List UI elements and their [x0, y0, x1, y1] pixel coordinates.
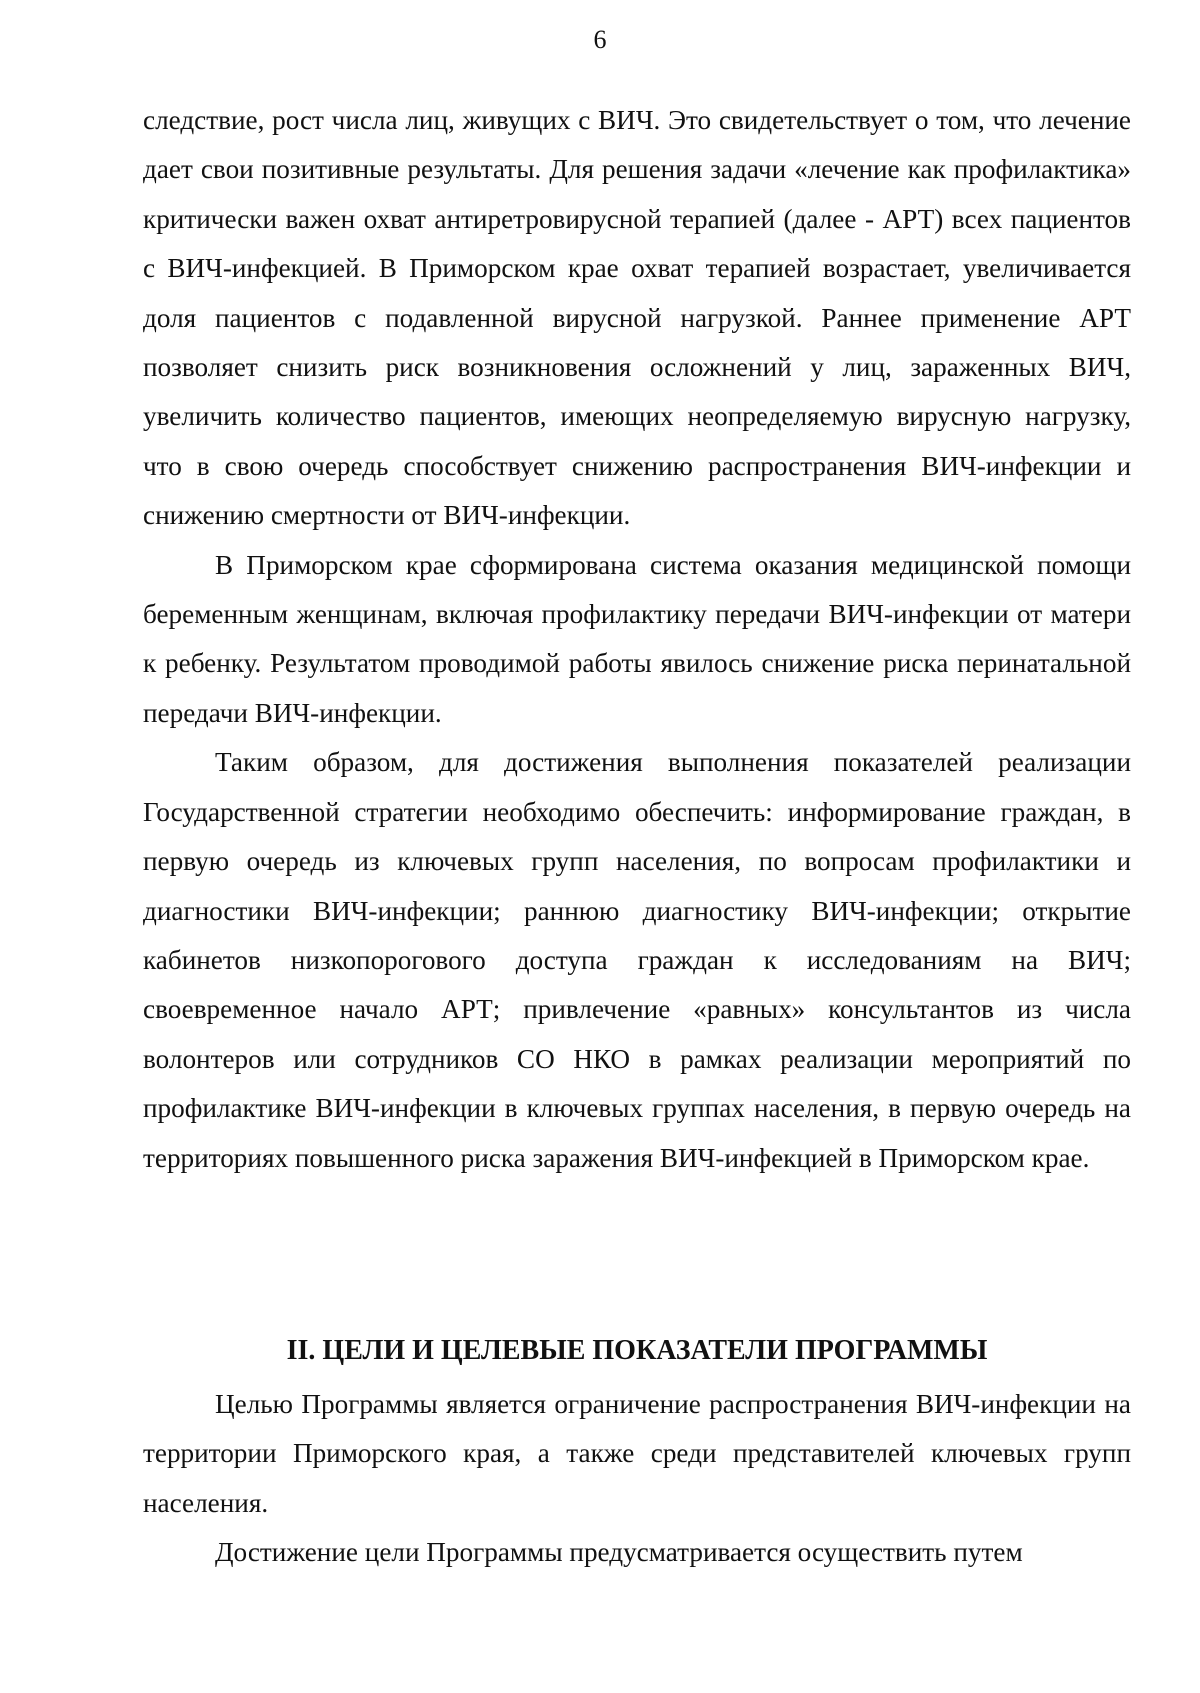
page-number: 6: [593, 25, 607, 54]
paragraph-goal-achievement: Достижение цели Программы предусматривается осуществить путем: [215, 1537, 1023, 1568]
paragraph-continuation: следствие, рост числа лиц, живущих с ВИЧ. Это свидетельствует о том, что лечение дает свои позитивные результаты. Для решения задачи «лечение как профилактика» критически важен охват антиретровирусной терапией (далее - АРТ) всех пациентов с ВИЧ-инфекцией. В Приморском крае охват терапией возрастает, увеличивается доля пациентов с подавленной вирусной нагрузкой. Раннее применение АРТ позволяет снизить риск возникновения осложнений у лиц, зараженных ВИЧ, увеличить количество пациентов, имеющих неопределяемую вирусную нагрузку, что в свою очередь способствует снижению распространения ВИЧ-инфекции и снижению смертности от ВИЧ-инфекции.: [143, 105, 1131, 531]
paragraph-state-strategy: Таким образом, для достижения выполнения показателей реализации Государственной стратегии необходимо обеспечить: информирование граждан, в первую очередь из ключевых групп населения, по вопросам профилактики и диагностики ВИЧ-инфекции; раннюю диагностику ВИЧ-инфекции; открытие кабинетов низкопорогового доступа граждан к исследованиям на ВИЧ; своевременное начало АРТ; привлечение «равных» консультантов из числа волонтеров или сотрудников СО НКО в рамках реализации мероприятий по профилактике ВИЧ-инфекции в ключевых группах населения, в первую очередь на территориях повышенного риска заражения ВИЧ-инфекцией в Приморском крае.: [143, 747, 1131, 1173]
body-text: [143, 96, 1131, 1183]
paragraph-program-goal: Целью Программы является ограничение распространения ВИЧ-инфекции на территории Приморского края, а также среди представителей ключевых групп населения.: [143, 1389, 1131, 1518]
section-heading: II. ЦЕЛИ И ЦЕЛЕВЫЕ ПОКАЗАТЕЛИ ПРОГРАММЫ: [286, 1335, 988, 1366]
paragraph-pregnant-women: В Приморском крае сформирована система оказания медицинской помощи беременным женщинам, включая профилактику передачи ВИЧ-инфекции от матери к ребенку. Результатом проводимой работы явилось снижение риска перинатальной передачи ВИЧ-инфекции.: [143, 549, 1131, 728]
section-body-text: [143, 1380, 1131, 1578]
